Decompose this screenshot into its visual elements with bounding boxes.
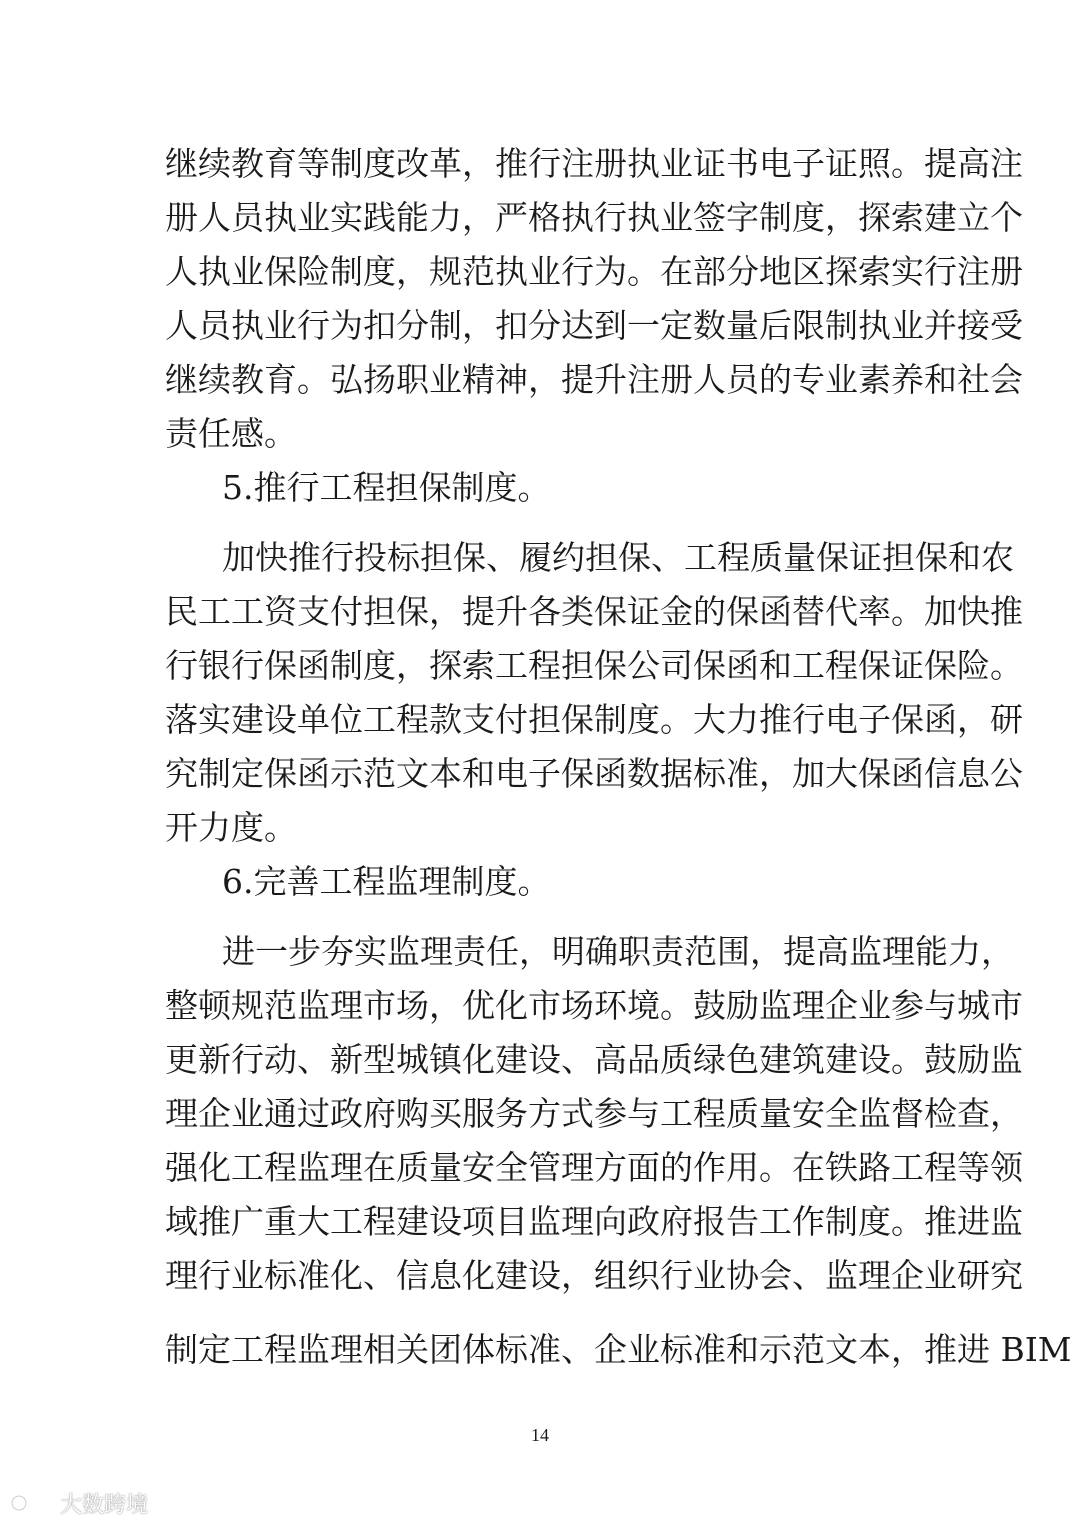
paragraph-line: 究制定保函示范文本和电子保函数据标准，加大保函信息公 xyxy=(165,754,1023,793)
paragraph-line: 更新行动、新型城镇化建设、高品质绿色建筑建设。鼓励监 xyxy=(165,1040,1023,1079)
paragraph-line: 责任感。 xyxy=(165,414,297,453)
watermark-text: 大数跨境 xyxy=(60,1492,149,1518)
section-heading: 6.完善工程监理制度。 xyxy=(222,862,551,901)
paragraph-line: 民工工资支付担保，提升各类保证金的保函替代率。加快推 xyxy=(165,592,1023,631)
paragraph-line: 域推广重大工程建设项目监理向政府报告工作制度。推进监 xyxy=(165,1202,1023,1241)
paragraph-line: 继续教育。弘扬职业精神，提升注册人员的专业素养和社会 xyxy=(165,360,1023,399)
paragraph-line: 继续教育等制度改革，推行注册执业证书电子证照。提高注 xyxy=(165,144,1023,183)
paragraph-line: 人执业保险制度，规范执业行为。在部分地区探索实行注册 xyxy=(165,252,1023,291)
page-number: 14 xyxy=(531,1425,549,1445)
paragraph-line: 制定工程监理相关团体标准、企业标准和示范文本，推进 BIM xyxy=(165,1330,1072,1369)
section-heading: 5.推行工程担保制度。 xyxy=(222,468,551,507)
paragraph-line: 人员执业行为扣分制，扣分达到一定数量后限制执业并接受 xyxy=(165,306,1023,345)
paragraph-line: 加快推行投标担保、履约担保、工程质量保证担保和农 xyxy=(222,538,1014,577)
paragraph-line: 强化工程监理在质量安全管理方面的作用。在铁路工程等领 xyxy=(165,1148,1023,1187)
watermark xyxy=(10,1486,148,1520)
paragraph-line: 整顿规范监理市场，优化市场环境。鼓励监理企业参与城市 xyxy=(165,986,1023,1025)
paragraph-line: 理行业标准化、信息化建设，组织行业协会、监理企业研究 xyxy=(165,1256,1023,1295)
paragraph-line: 落实建设单位工程款支付担保制度。大力推行电子保函，研 xyxy=(165,700,1023,739)
paragraph-line: 理企业通过政府购买服务方式参与工程质量安全监督检查， xyxy=(165,1094,1023,1133)
paragraph-line: 行银行保函制度，探索工程担保公司保函和工程保证保险。 xyxy=(165,646,1023,685)
paragraph-line: 开力度。 xyxy=(165,808,297,847)
paragraph-line: 进一步夯实监理责任，明确职责范围，提高监理能力， xyxy=(222,932,1014,971)
sound-wave-logo-icon xyxy=(10,1490,54,1516)
paragraph-line: 册人员执业实践能力，严格执行执业签字制度，探索建立个 xyxy=(165,198,1023,237)
